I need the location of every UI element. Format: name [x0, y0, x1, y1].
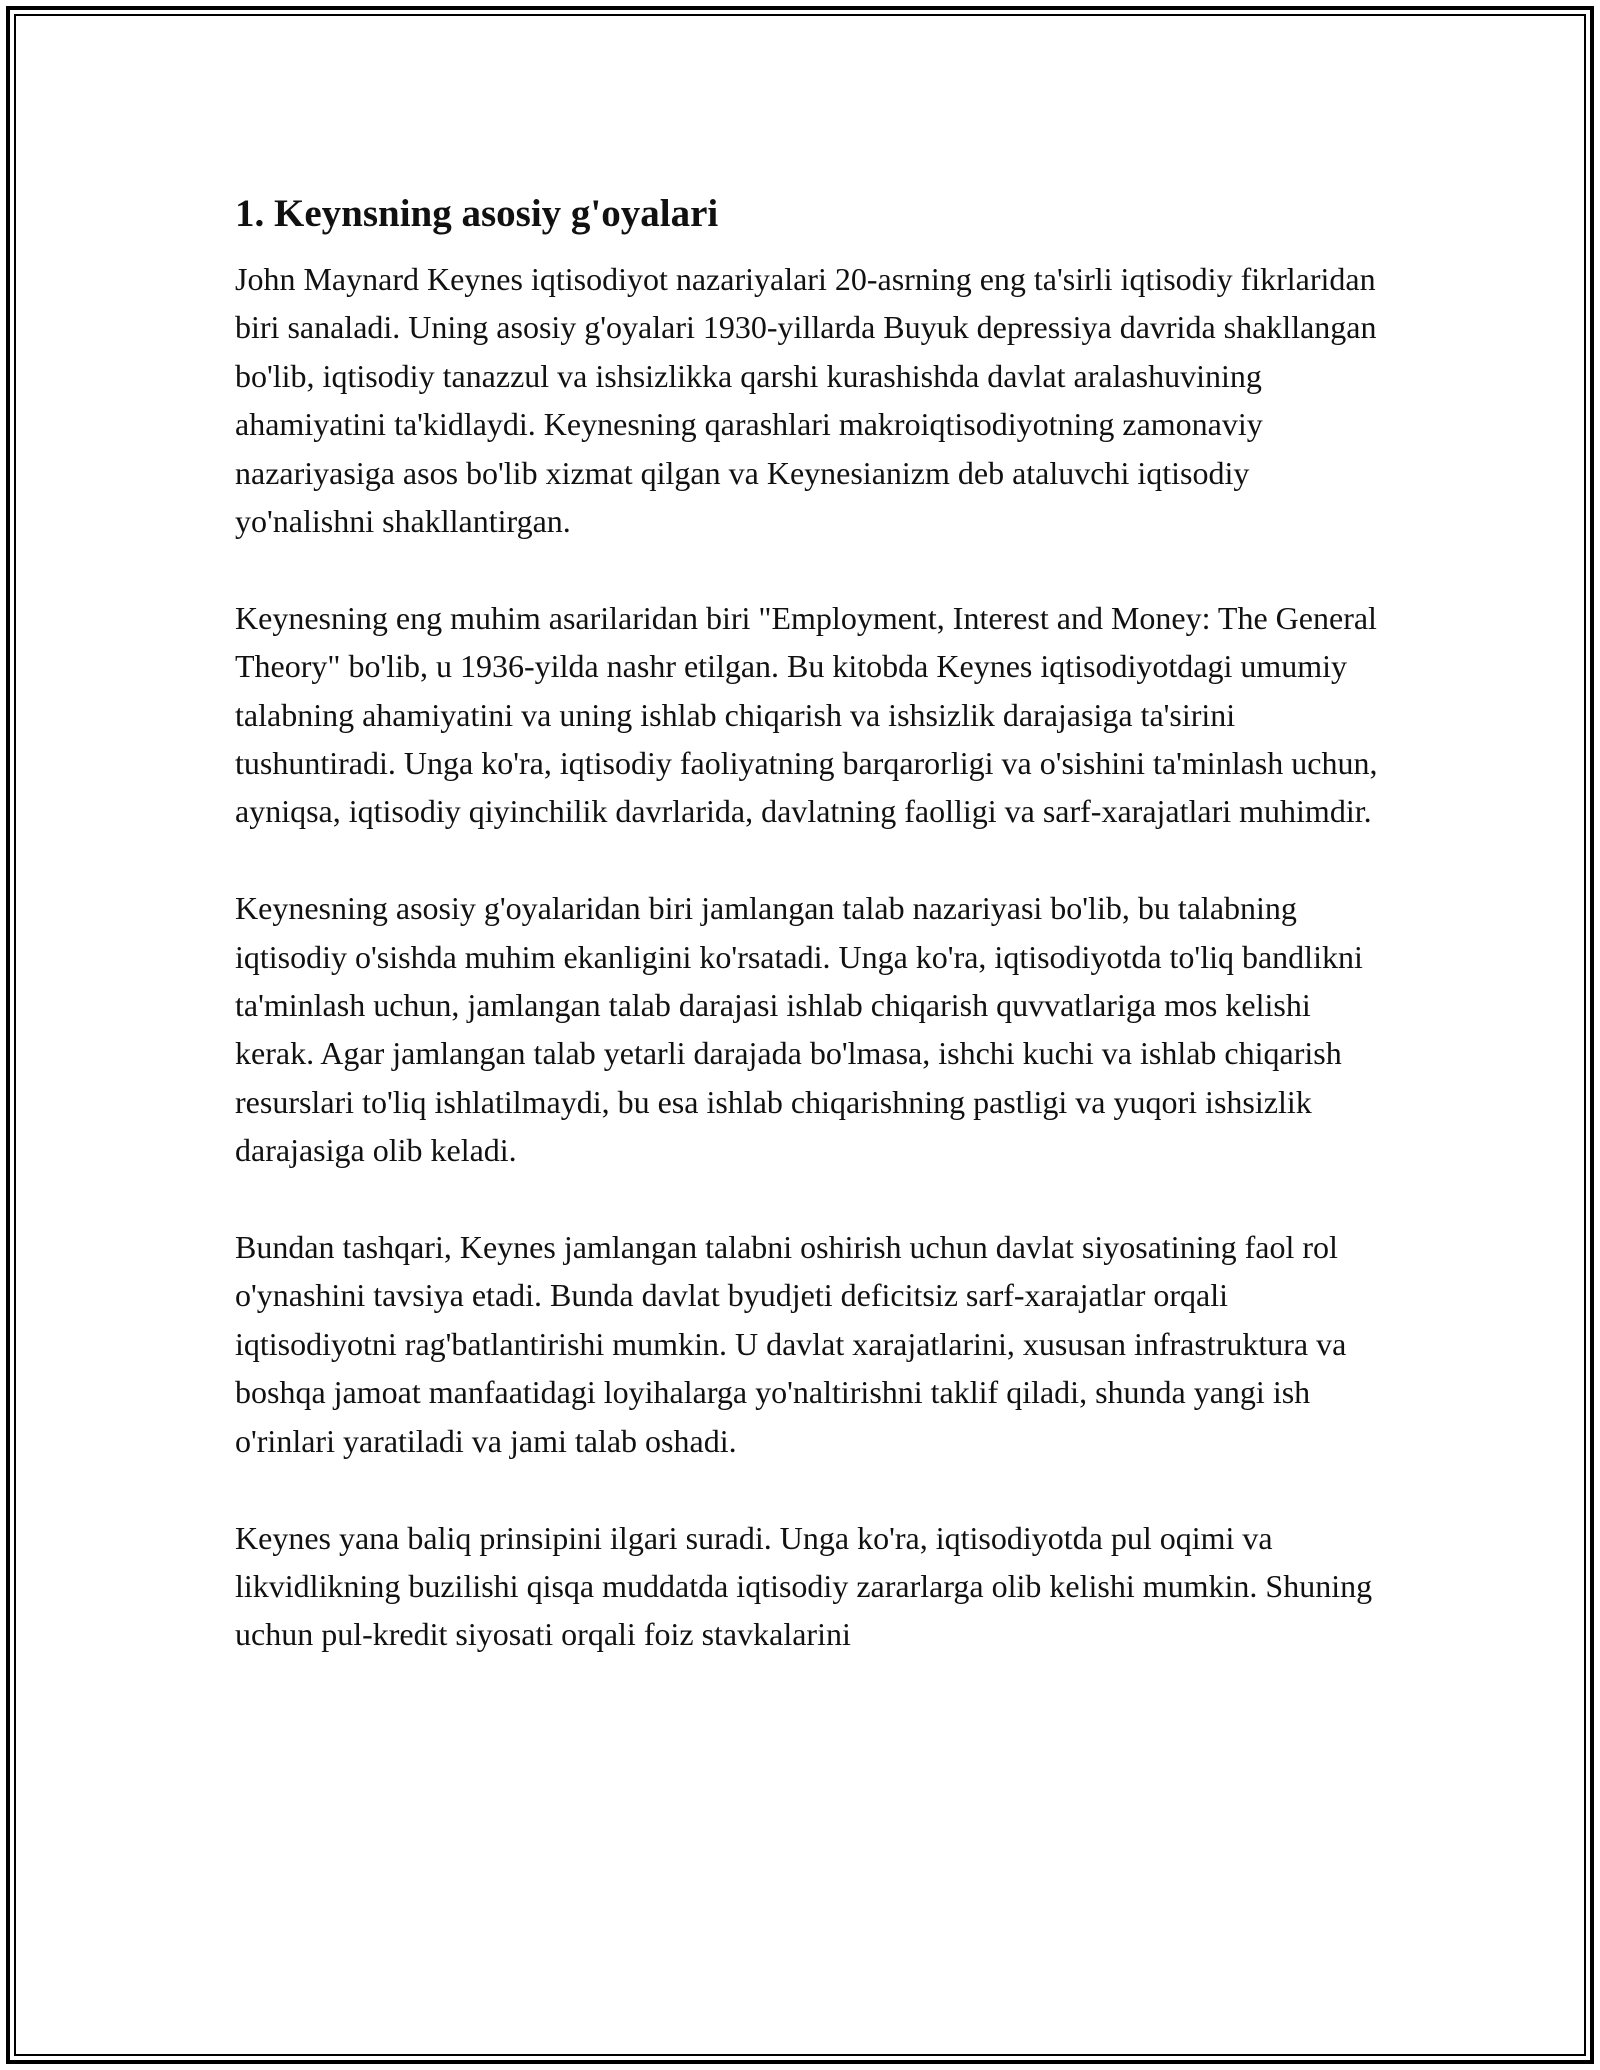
section-heading: 1. Keynsning asosiy g'oyalari	[235, 192, 719, 235]
paragraph-5: Keynes yana baliq prinsipini ilgari suradi. Unga ko'ra, iqtisodiyotda pul oqimi va likvidlikning buzilishi qisqa muddatda iqtisodiy zararlarga olib kelishi mumkin. Shuning uchun pul-kredit siyosati orqali foiz stavkalarini	[235, 1519, 1373, 1653]
paragraph-1: John Maynard Keynes iqtisodiyot nazariyalari 20-asrning eng ta'sirli iqtisodiy fikrlaridan biri sanaladi. Uning asosiy g'oyalari 1930-yillarda Buyuk depressiya davrida shakllangan bo'lib, iqtisodiy tanazzul va ishsizlikka qarshi kurashishda davlat aralashuvining ahamiyatini ta'kidlaydi. Keynesning qarashlari makroiqtisodiyotning zamonaviy nazariyasiga asos bo'lib xizmat qilgan va Keynesianizm deb ataluvchi iqtisodiy yo'nalishni shakllantirgan.	[235, 261, 1377, 540]
paragraph-3: Keynesning asosiy g'oyalaridan biri jamlangan talab nazariyasi bo'lib, bu talabning iqtisodiy o'sishda muhim ekanligini ko'rsatadi. Unga ko'ra, iqtisodiyotda to'liq bandlikni ta'minlash uchun, jamlangan talab darajasi ishlab chiqarish quvvatlariga mos kelishi kerak. Agar jamlangan talab yetarli darajada bo'lmasa, ishchi kuchi va ishlab chiqarish resurslari to'liq ishlatilmaydi, bu esa ishlab chiqarishning pastligi va yuqori ishsizlik darajasiga olib keladi.	[235, 890, 1363, 1169]
document-body	[235, 188, 1385, 1707]
paragraph-4: Bundan tashqari, Keynes jamlangan talabni oshirish uchun davlat siyosatining faol rol o'ynashini tavsiya etadi. Bunda davlat byudjeti deficitsiz sarf-xarajatlar orqali iqtisodiyotni rag'batlantirishi mumkin. U davlat xarajatlarini, xususan infrastruktura va boshqa jamoat manfaatidagi loyihalarga yo'naltirishni taklif qiladi, shunda yangi ish o'rinlari yaratiladi va jami talab oshadi.	[235, 1229, 1347, 1459]
paragraph-2: Keynesning eng muhim asarilaridan biri "Employment, Interest and Money: The General Theory" bo'lib, u 1936-yilda nashr etilgan. Bu kitobda Keynes iqtisodiyotdagi umumiy talabning ahamiyatini va uning ishlab chiqarish va ishsizlik darajasiga ta'sirini tushuntiradi. Unga ko'ra, iqtisodiy faoliyatning barqarorligi va o'sishini ta'minlash uchun, ayniqsa, iqtisodiy qiyinchilik davrlarida, davlatning faolligi va sarf-xarajatlari muhimdir.	[235, 599, 1378, 830]
